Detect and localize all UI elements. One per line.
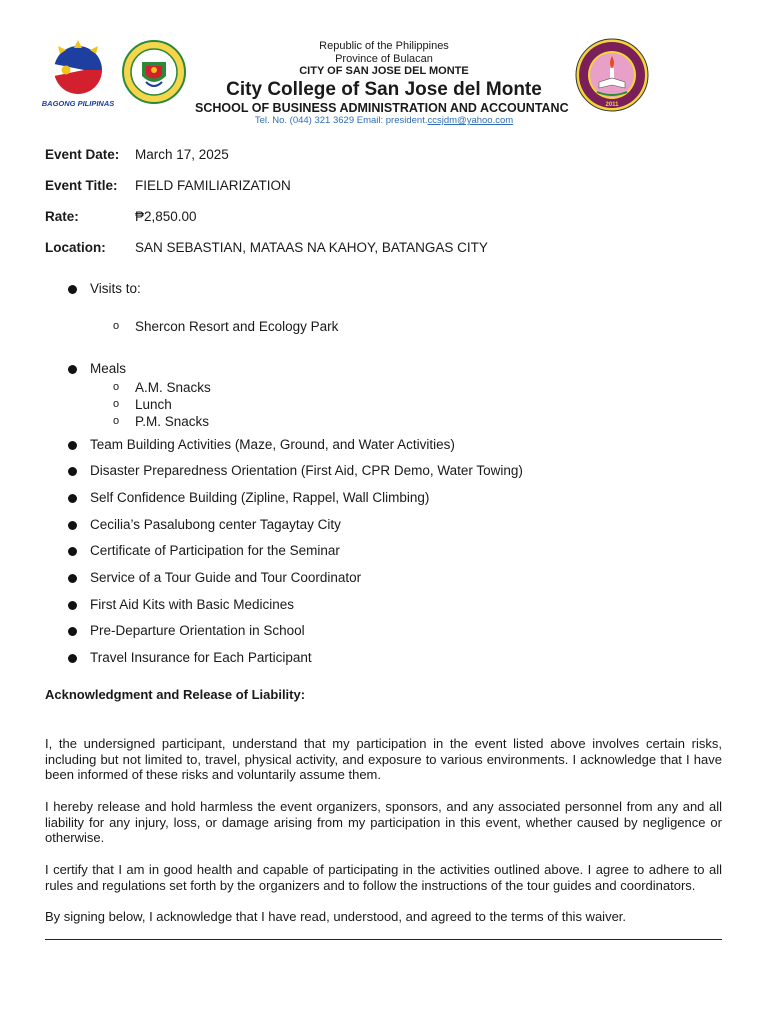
bullet-icon xyxy=(68,365,77,374)
event-title-value: FIELD FAMILIARIZATION xyxy=(135,178,291,193)
event-title-label: Event Title: xyxy=(45,178,118,193)
contact-line xyxy=(190,116,578,127)
letterhead xyxy=(190,40,578,127)
meals-label: Meals xyxy=(90,361,127,376)
meal-lunch: Lunch xyxy=(135,397,172,412)
inclusion-text: First Aid Kits with Basic Medicines xyxy=(90,597,295,612)
inclusion-text: Cecilia’s Pasalubong center Tagaytay City xyxy=(90,517,341,532)
bullet-icon xyxy=(68,521,77,530)
signature-line xyxy=(45,939,722,940)
inclusion-text: Certificate of Participation for the Seminar xyxy=(90,543,340,558)
sub-bullet-icon: o xyxy=(113,415,120,427)
contact-email-link[interactable]: ccsjdm@yahoo.com xyxy=(427,115,514,127)
inclusion-text: Pre-Departure Orientation in School xyxy=(90,623,305,638)
bulacan-seal-logo xyxy=(122,40,186,104)
waiver-paragraph: I certify that I am in good health and capable of participating in the activities outlined above. I agree to adhere to all rules and regulations set forth by the organizers and to follow the instructions of the tour guides and coordinators. xyxy=(45,862,722,893)
school-name: SCHOOL OF BUSINESS ADMINISTRATION AND ACCOUNTANC xyxy=(195,100,569,115)
rate-label: Rate: xyxy=(45,209,79,224)
college-name: City College of San Jose del Monte xyxy=(226,78,542,100)
bullet-icon xyxy=(68,547,77,556)
bullet-icon xyxy=(68,627,77,636)
bullet-icon xyxy=(68,654,77,663)
ccsjdm-seal-logo xyxy=(575,38,649,112)
bagong-pilipinas-logo xyxy=(36,34,120,110)
inclusion-text: Service of a Tour Guide and Tour Coordinator xyxy=(90,570,362,585)
bullet-icon xyxy=(68,601,77,610)
meal-am-snacks: A.M. Snacks xyxy=(135,380,211,395)
location-value: SAN SEBASTIAN, MATAAS NA KAHOY, BATANGAS CITY xyxy=(135,240,488,255)
waiver-paragraph: By signing below, I acknowledge that I have read, understood, and agreed to the terms of this waiver. xyxy=(45,909,627,924)
waiver-paragraph: I, the undersigned participant, understand that my participation in the event listed above involves certain risks, including but not limited to, travel, physical activity, and exposure to various environments. I acknowledge that I have been informed of these risks and voluntarily assume them. xyxy=(45,736,722,782)
event-date-label: Event Date: xyxy=(45,147,120,162)
waiver-paragraph: I hereby release and hold harmless the event organizers, sponsors, and any associated personnel from any and all liability for any injury, loss, or damage arising from my participation in this event, whether caused by negligence or otherwise. xyxy=(45,799,722,845)
contact-text: Tel. No. (044) 321 3629 Email: president. xyxy=(254,115,428,127)
meal-pm-snacks: P.M. Snacks xyxy=(135,414,210,429)
city-line: CITY OF SAN JOSE DEL MONTE xyxy=(299,65,469,78)
sub-bullet-icon: o xyxy=(113,320,120,332)
inclusion-text: Team Building Activities (Maze, Ground, and Water Activities) xyxy=(90,437,455,452)
inclusion-text: Self Confidence Building (Zipline, Rappel, Wall Climbing) xyxy=(90,490,430,505)
acknowledgment-heading: Acknowledgment and Release of Liability: xyxy=(45,687,306,702)
bullet-icon xyxy=(68,285,77,294)
rate-value: ₱2,850.00 xyxy=(135,209,197,224)
ccsjdm-seal-year: 2011 xyxy=(605,102,619,108)
visits-label: Visits to: xyxy=(90,281,141,296)
republic-line: Republic of the Philippines xyxy=(319,40,449,52)
bullet-icon xyxy=(68,441,77,450)
visit-place: Shercon Resort and Ecology Park xyxy=(135,319,339,334)
location-label: Location: xyxy=(45,240,106,255)
bullet-icon xyxy=(68,574,77,583)
bp-caption: BAGONG PILIPINAS xyxy=(41,99,115,108)
sub-bullet-icon: o xyxy=(113,398,120,410)
province-line: Province of Bulacan xyxy=(335,52,433,65)
sub-bullet-icon: o xyxy=(113,381,120,393)
bullet-icon xyxy=(68,467,77,476)
event-date-value: March 17, 2025 xyxy=(135,147,229,162)
inclusion-text: Disaster Preparedness Orientation (First Aid, CPR Demo, Water Towing) xyxy=(90,463,523,478)
bullet-icon xyxy=(68,494,77,503)
inclusion-text: Travel Insurance for Each Participant xyxy=(90,650,312,665)
